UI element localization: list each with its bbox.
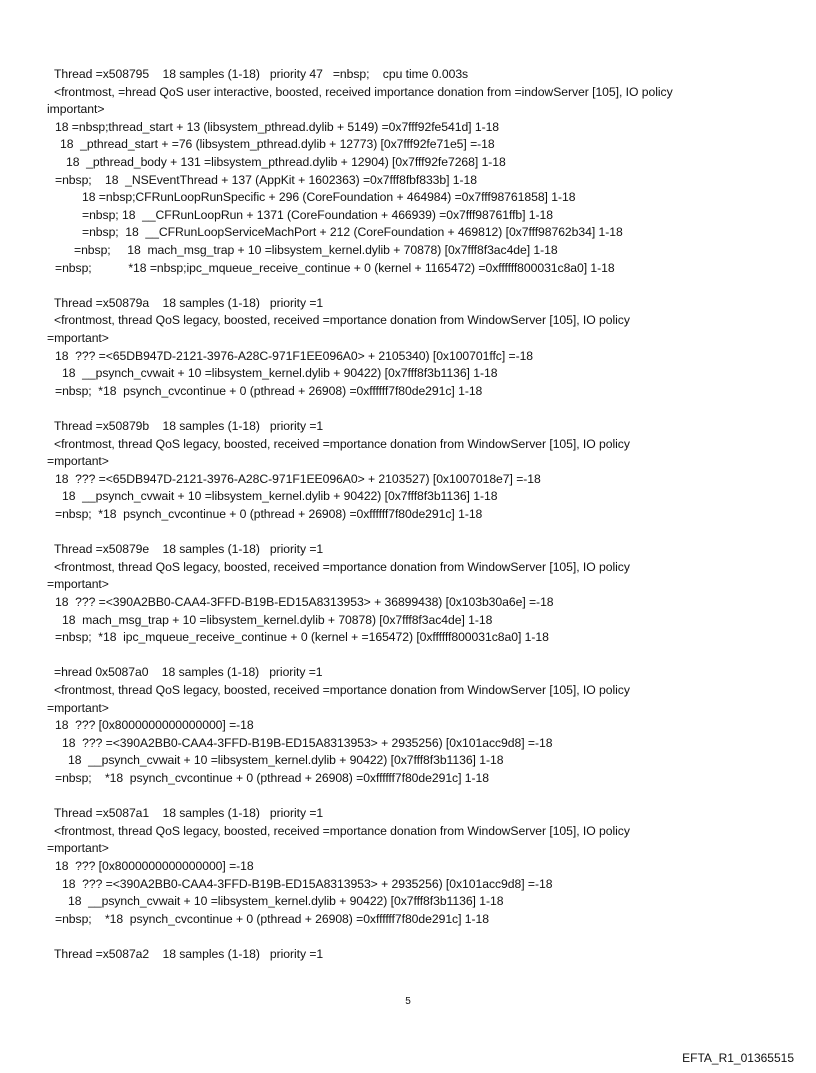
text-line: =nbsp; *18 =nbsp;ipc_mqueue_receive_continue + 0 (kernel + 1165472) =0xffffff800031c8a0] 1-18 xyxy=(55,260,615,275)
text-line: 18 ??? =<65DB947D-2121-3976-A28C-971F1EE096A0> + 2103527) [0x1007018e7] =-18 xyxy=(55,471,541,486)
text-line: 18 __psynch_cvwait + 10 =libsystem_kernel.dylib + 90422) [0x7fff8f3b1136] 1-18 xyxy=(62,366,498,381)
text-line: Thread =x50879a 18 samples (1-18) priority =1 xyxy=(54,295,324,310)
text-line: 18 _pthread_body + 131 =libsystem_pthread.dylib + 12904) [0x7fff92fe7268] 1-18 xyxy=(66,155,506,169)
text-line: =mportant> xyxy=(47,331,109,345)
text-line: 18 =nbsp;CFRunLoopRunSpecific + 296 (CoreFoundation + 464984) =0x7fff98761858] 1-18 xyxy=(82,190,576,205)
text-line: =nbsp; 18 __CFRunLoopServiceMachPort + 212 (CoreFoundation + 469812) [0x7fff98762b34] 1-18 xyxy=(82,225,623,240)
text-line: Thread =x5087a1 18 samples (1-18) priority =1 xyxy=(54,806,324,821)
text-line: =mportant> xyxy=(47,454,109,469)
text-line: 18 ??? =<390A2BB0-CAA4-3FFD-B19B-ED15A8313953> + 2935256) [0x101acc9d8] =-18 xyxy=(62,876,553,891)
text-line: <frontmost, thread QoS legacy, boosted, received =mportance donation from WindowServer [105], IO policy xyxy=(54,559,630,574)
text-line: =mportant> xyxy=(47,700,109,715)
text-line: <frontmost, thread QoS legacy, boosted, received =mportance donation from WindowServer [105], IO policy xyxy=(54,823,630,838)
page-number: 5 xyxy=(405,996,411,1007)
text-line: =nbsp; 18 _NSEventThread + 137 (AppKit + 1602363) =0x7fff8fbf833b] 1-18 xyxy=(55,172,477,187)
text-line: 18 _pthread_start + =76 (libsystem_pthread.dylib + 12773) [0x7fff92fe71e5] =-18 xyxy=(60,137,495,152)
text-line: =nbsp; *18 psynch_cvcontinue + 0 (pthread + 26908) =0xffffff7f80de291c] 1-18 xyxy=(55,383,483,398)
text-line: 18 ??? =<390A2BB0-CAA4-3FFD-B19B-ED15A8313953> + 36899438) [0x103b30a6e] =-18 xyxy=(55,595,554,609)
text-line: <frontmost, thread QoS legacy, boosted, received =mportance donation from WindowServer [105], IO policy xyxy=(54,436,630,451)
text-line: =nbsp; *18 psynch_cvcontinue + 0 (pthread + 26908) =0xffffff7f80de291c] 1-18 xyxy=(55,911,489,926)
text-line: =nbsp; *18 ipc_mqueue_receive_continue + 0 (kernel + =165472) [0xffffff800031c8a0] 1-18 xyxy=(55,630,549,645)
text-line: 18 mach_msg_trap + 10 =libsystem_kernel.dylib + 70878) [0x7fff8f3ac4de] 1-18 xyxy=(62,612,493,627)
text-line: <frontmost, thread QoS legacy, boosted, received =mportance donation from WindowServer [105], IO policy xyxy=(54,683,630,697)
text-line: Thread =x50879e 18 samples (1-18) priority =1 xyxy=(54,542,324,557)
text-line: <frontmost, thread QoS legacy, boosted, received =mportance donation from WindowServer [105], IO policy xyxy=(54,313,630,328)
text-line: 18 ??? [0x8000000000000000] =-18 xyxy=(55,718,254,733)
text-line: 18 __psynch_cvwait + 10 =libsystem_kernel.dylib + 90422) [0x7fff8f3b1136] 1-18 xyxy=(62,489,498,504)
text-line: =hread 0x5087a0 18 samples (1-18) priority =1 xyxy=(54,665,323,680)
text-line: =mportant> xyxy=(47,841,109,856)
text-line: Thread =x50879b 18 samples (1-18) priority =1 xyxy=(54,419,324,433)
text-line: 18 __psynch_cvwait + 10 =libsystem_kernel.dylib + 90422) [0x7fff8f3b1136] 1-18 xyxy=(68,894,504,909)
text-line: =nbsp; 18 __CFRunLoopRun + 1371 (CoreFoundation + 466939) =0x7fff98761ffb] 1-18 xyxy=(82,207,553,222)
text-line: Thread =x5087a2 18 samples (1-18) priority =1 xyxy=(54,947,324,961)
text-line: Thread =x508795 18 samples (1-18) priority 47 =nbsp; cpu time 0.003s xyxy=(54,67,469,81)
text-line: =mportant> xyxy=(47,577,109,592)
text-line: 18 ??? =<390A2BB0-CAA4-3FFD-B19B-ED15A8313953> + 2935256) [0x101acc9d8] =-18 xyxy=(62,735,553,750)
text-line: 18 __psynch_cvwait + 10 =libsystem_kernel.dylib + 90422) [0x7fff8f3b1136] 1-18 xyxy=(68,753,504,768)
text-line: =nbsp; *18 psynch_cvcontinue + 0 (pthread + 26908) =0xffffff7f80de291c] 1-18 xyxy=(55,771,489,785)
text-line: =nbsp; *18 psynch_cvcontinue + 0 (pthread + 26908) =0xffffff7f80de291c] 1-18 xyxy=(55,507,483,521)
text-line: <frontmost, =hread QoS user interactive, boosted, received importance donation from =indowServer [105], IO policy xyxy=(54,84,673,99)
text-line: 18 ??? =<65DB947D-2121-3976-A28C-971F1EE096A0> + 2105340) [0x100701ffc] =-18 xyxy=(55,348,534,363)
text-line: =nbsp; 18 mach_msg_trap + 10 =libsystem_kernel.dylib + 70878) [0x7fff8f3ac4de] 1-18 xyxy=(74,243,558,257)
text-line: 18 ??? [0x8000000000000000] =-18 xyxy=(55,859,254,873)
text-line: 18 =nbsp;thread_start + 13 (libsystem_pthread.dylib + 5149) =0x7fff92fe541d] 1-18 xyxy=(55,119,500,134)
text-line: important> xyxy=(47,102,105,117)
bates-number: EFTA_R1_01365515 xyxy=(682,1051,794,1065)
